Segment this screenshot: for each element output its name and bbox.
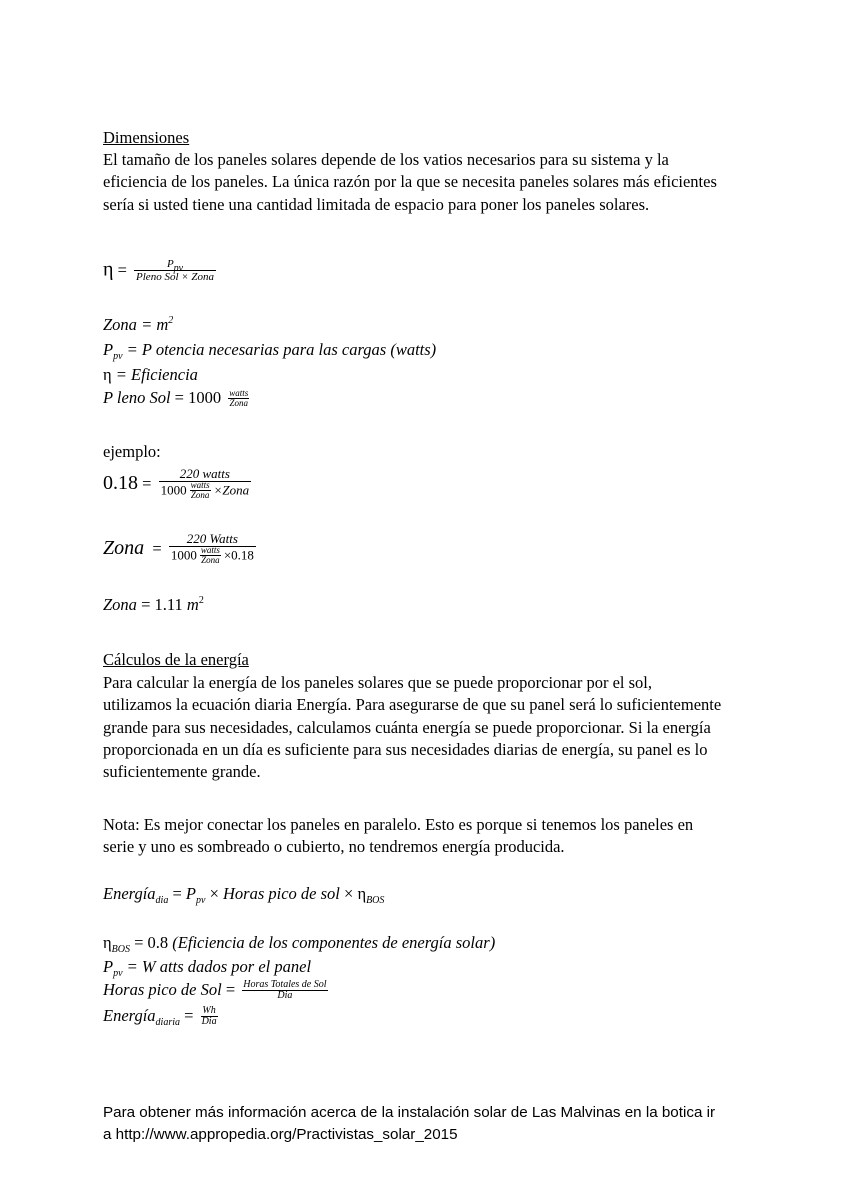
times-sign: ×: [209, 884, 219, 903]
paragraph-line: suficientemente grande.: [103, 762, 261, 782]
paragraph-line: Para calcular la energía de los paneles solares que se puede proporcionar por el sol,: [103, 673, 653, 692]
numerator: 220 watts: [159, 467, 252, 482]
zona-label: Zona: [103, 315, 137, 334]
ppv-subscript: pv: [113, 968, 123, 979]
example-lhs: Zona: [103, 536, 145, 559]
example-equation-1: [103, 468, 254, 502]
den-unit-fraction: [190, 481, 211, 500]
denominator: Zona: [190, 490, 210, 501]
peak-hours-label: Horas pico de sol: [223, 884, 340, 903]
eta-value: = Eficiencia: [115, 365, 198, 384]
den-tail: ×Zona: [213, 482, 250, 498]
result-unit: m: [186, 595, 199, 614]
footer-line: Para obtener más información acerca de la instalación solar de Las Malvinas en la botica ir: [103, 1104, 716, 1121]
pleno-unit-fraction: [228, 389, 249, 408]
numerator: P: [166, 258, 174, 270]
result-lhs: Zona: [103, 595, 137, 614]
ppv-label: P: [185, 884, 196, 903]
numerator: Wh: [202, 1004, 216, 1016]
def-pleno-sol: [103, 388, 252, 409]
den-tail: ×0.18: [223, 547, 254, 563]
efficiency-fraction: [134, 258, 216, 284]
paragraph-line: serie y uno es sombreado o cubierto, no tendremos energía producida.: [103, 837, 565, 857]
ppv-subscript: pv: [195, 895, 206, 906]
section-heading-dimensiones: Dimensiones: [103, 128, 190, 147]
footer-link-line: a http://www.appropedia.org/Practivistas_solar_2015: [103, 1126, 458, 1143]
eta-symbol: η: [103, 258, 114, 281]
paragraph-line: eficiencia de los paneles. La única razón por la que se necesita paneles solares más eficientes: [103, 172, 717, 192]
ejemplo-label: ejemplo:: [103, 442, 161, 461]
peak-hours-fraction: [242, 980, 327, 1001]
bos-description: (Eficiencia de los componentes de energía solar): [172, 933, 496, 952]
example-fraction: [169, 532, 256, 566]
def-zona: [103, 315, 173, 335]
ppv-value: = P otencia necesarias para las cargas (watts): [126, 340, 437, 359]
equals-sign: =: [184, 1006, 194, 1025]
equals-sign: =: [117, 260, 127, 280]
example-equation-2: [103, 533, 259, 567]
ppv-subscript: pv: [113, 351, 123, 362]
result-exponent: 2: [198, 595, 204, 606]
def-horas-pico: [103, 980, 331, 1002]
paragraph-line: grande para sus necesidades, calculamos cuánta energía se puede proporcionar. Si la energía: [103, 717, 711, 737]
def-ppv-panel: [103, 957, 311, 977]
daily-energy-fraction: [201, 1006, 218, 1027]
den-number: 1000: [170, 547, 197, 563]
denominator: [159, 482, 252, 501]
eta-subscript: BOS: [366, 895, 385, 906]
denominator: Zona: [229, 397, 248, 408]
peak-hours-label: Horas pico de Sol: [103, 980, 222, 999]
denominator: Dia: [201, 1015, 217, 1027]
eta-symbol: η: [103, 933, 112, 952]
ppv-label: P: [103, 340, 114, 359]
times-sign: ×: [344, 884, 354, 903]
energy-label: Energía: [103, 1006, 156, 1025]
ppv-label: P: [103, 957, 114, 976]
zona-exponent: 2: [168, 315, 174, 326]
section-heading-calculos: Cálculos de la energía: [103, 650, 249, 669]
paragraph-line: El tamaño de los paneles solares depende de los vatios necesarios para su sistema y la: [103, 150, 669, 169]
eta-symbol: η: [103, 365, 112, 384]
paragraph-line: proporcionada en un día es suficiente para sus necesidades diarias de energía, su panel es lo: [103, 739, 708, 759]
eta-symbol: η: [357, 884, 367, 903]
pleno-value: = 1000: [174, 388, 222, 407]
example-lhs: 0.18: [103, 471, 138, 494]
numerator: Horas Totales de Sol: [243, 978, 327, 990]
equals-sign: =: [225, 980, 236, 999]
denominator: Zona: [201, 555, 220, 566]
ppv-value: = W atts dados por el panel: [126, 957, 312, 976]
equals-sign: =: [142, 473, 152, 493]
paragraph-nota: [103, 814, 753, 859]
energy-formula: [103, 884, 384, 904]
bos-value: = 0.8: [134, 933, 169, 952]
equals-sign: =: [152, 538, 162, 558]
den-number: 1000: [160, 482, 187, 498]
def-ppv: [103, 340, 436, 360]
def-energia-diaria: [103, 1006, 221, 1028]
paragraph-line: utilizamos la ecuación diaria Energía. Para asegurarse de que su panel será lo suficientemente: [103, 695, 722, 715]
pleno-label: P leno Sol: [103, 388, 171, 407]
def-eta: [103, 365, 198, 385]
numerator: watts: [200, 545, 220, 556]
energy-subscript: dia: [155, 895, 169, 906]
eta-subscript: BOS: [111, 944, 130, 955]
efficiency-formula: [103, 259, 219, 285]
footer-note: [103, 1102, 715, 1146]
energy-label: Energía: [103, 884, 156, 903]
zona-value: = m: [141, 315, 169, 334]
paragraph-dimensiones: [103, 149, 753, 216]
example-result: [103, 595, 204, 615]
numerator: watts: [190, 480, 210, 491]
paragraph-line: Nota: Es mejor conectar los paneles en paralelo. Esto es porque si tenemos los paneles en: [103, 815, 694, 834]
example-fraction: [159, 467, 252, 501]
energy-subscript: diaria: [155, 1017, 180, 1028]
numerator-subscript: pv: [173, 263, 184, 274]
numerator: 220 Watts: [169, 532, 256, 547]
denominator: Pleno Sol × Zona: [136, 271, 215, 284]
denominator: [169, 547, 256, 566]
paragraph-calculos: [103, 672, 753, 783]
equals-sign: =: [141, 595, 151, 614]
numerator: watts: [229, 387, 249, 398]
result-value: 1.11: [154, 595, 183, 614]
denominator: Dia: [277, 989, 293, 1001]
den-unit-fraction: [200, 546, 221, 565]
def-eta-bos: [103, 933, 495, 953]
equals-sign: =: [172, 884, 182, 903]
paragraph-line: sería si usted tiene una cantidad limitada de espacio para poner los paneles solares.: [103, 194, 650, 214]
